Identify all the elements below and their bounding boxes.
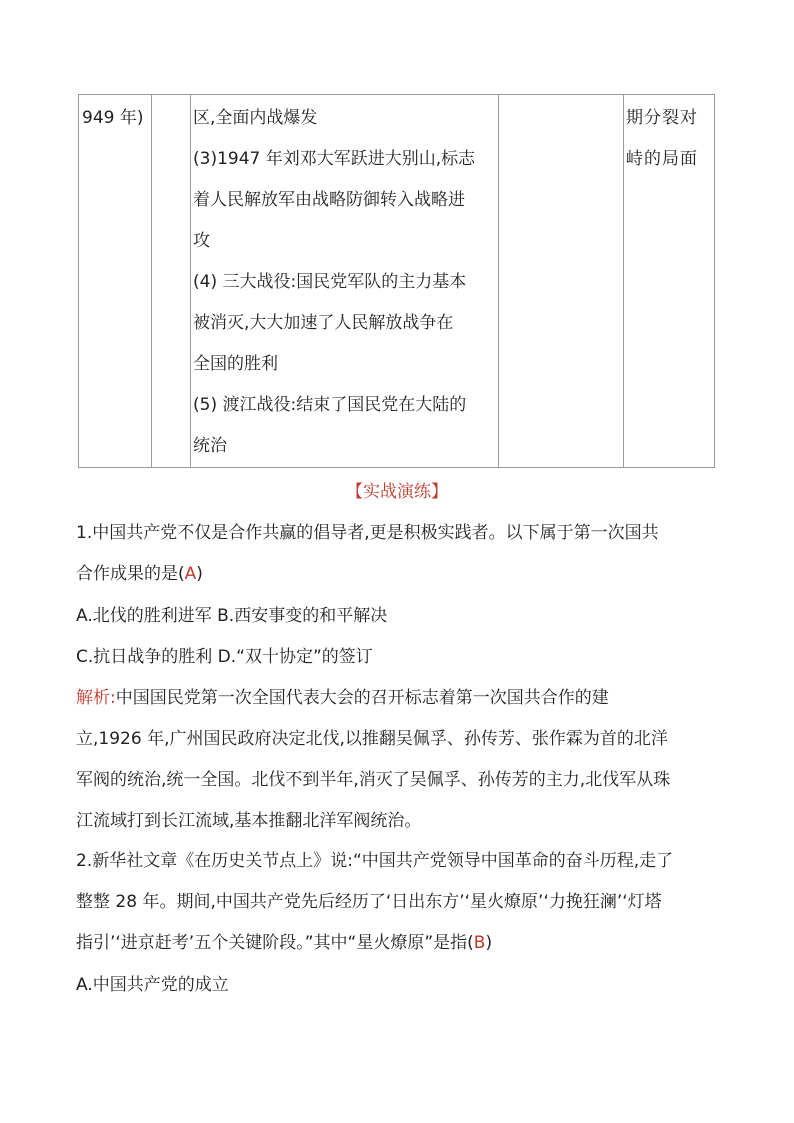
table-divider xyxy=(623,95,624,467)
analysis-line: 解析:中国国民党第一次全国代表大会的召开标志着第一次国共合作的建 xyxy=(76,688,609,708)
table-cell-line: 统治 xyxy=(193,436,227,456)
question-text: 指引’‘进京赶考’五个关键阶段。”其中“星火燎原”是指(B) xyxy=(76,933,493,953)
table-cell-line: (4) 三大战役:国民党军队的主力基本 xyxy=(193,272,467,292)
question-2 xyxy=(76,841,722,964)
question-text: 1.中国共产党不仅是合作共赢的倡导者,更是积极实践者。以下属于第一次国共 xyxy=(76,523,659,543)
table-cell-events xyxy=(193,98,499,467)
table-cell-line: 全国的胜利 xyxy=(193,354,278,374)
question-text: 2.新华社文章《在历史关节点上》说:“中国共产党领导中国革命的奋斗历程,走了 xyxy=(76,851,674,871)
question-text: 整整 28 年。期间,中国共产党先后经历了‘日出东方’‘星火燎原’‘力挽狂澜’‘灯塔 xyxy=(76,892,662,912)
summary-table xyxy=(78,94,715,468)
table-cell-period: 949 年) xyxy=(82,108,144,128)
table-cell-line: 着人民解放军由战略防御转入战略进 xyxy=(193,190,465,210)
table-cell-line: 期分裂对 xyxy=(626,108,698,128)
question-1 xyxy=(76,513,722,595)
table-cell-line: 峙的局面 xyxy=(626,149,698,169)
question-1-options-cd: C.抗日战争的胜利 D.“双十协定”的签订 xyxy=(76,647,373,667)
question-2-option-a: A.中国共产党的成立 xyxy=(76,975,229,995)
table-cell-line: 区,全面内战爆发 xyxy=(193,108,318,128)
analysis-line: 立,1926 年,广州国民政府决定北伐,以推翻吴佩孚、孙传芳、张作霖为首的北洋 xyxy=(76,729,668,749)
answer-mark: A xyxy=(184,564,197,584)
table-cell-line: (3)1947 年刘邓大军跃进大别山,标志 xyxy=(193,149,476,169)
table-cell-line: 攻 xyxy=(193,231,210,251)
table-cell-line: (5) 渡江战役:结束了国民党在大陆的 xyxy=(193,395,467,415)
section-heading: 【实战演练】 xyxy=(346,482,448,502)
analysis xyxy=(76,678,722,842)
answer-mark: B xyxy=(473,933,486,953)
question-1-options-ab: A.北伐的胜利进军 B.西安事变的和平解决 xyxy=(76,606,388,626)
table-cell-line: 被消灭,大大加速了人民解放战争在 xyxy=(193,313,454,333)
analysis-line: 军阀的统治,统一全国。北伐不到半年,消灭了吴佩孚、孙传芳的主力,北伐军从珠 xyxy=(76,770,671,790)
question-text: 合作成果的是(A) xyxy=(76,564,203,584)
analysis-line: 江流域打到长江流域,基本推翻北洋军阀统治。 xyxy=(76,811,422,831)
table-divider xyxy=(190,95,191,467)
analysis-label: 解析: xyxy=(76,688,116,708)
table-divider xyxy=(151,95,152,467)
table-cell-result xyxy=(626,98,716,180)
